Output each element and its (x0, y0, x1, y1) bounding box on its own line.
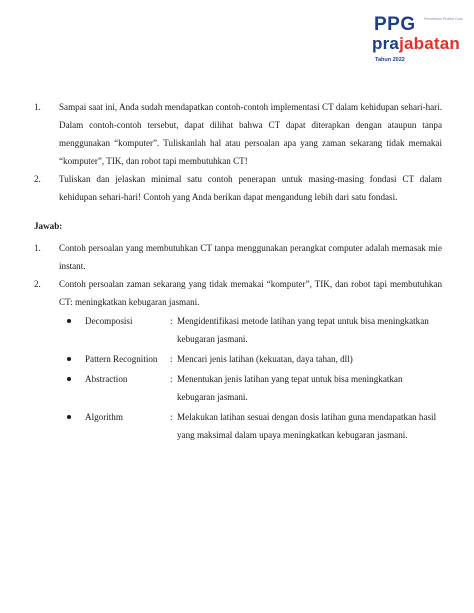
answer-1 (34, 239, 442, 275)
question-2 (34, 170, 442, 206)
foundation-colon: : (170, 374, 173, 384)
logo-prajabatan-text (372, 33, 460, 55)
foundation-list (34, 312, 442, 444)
logo-year: Tahun 2022 (375, 57, 405, 63)
answer-text: Contoh persoalan zaman sekarang yang tidak memakai “komputer”, TIK, dan robot tapi membutuhkan CT: meningkatkan kebugaran jasmani. (59, 279, 442, 307)
foundation-colon: : (170, 412, 173, 422)
question-text: Sampai saat ini, Anda sudah mendapatkan contoh-contoh implementasi CT dalam kehidupan sehari-hari. Dalam contoh-contoh tersebut, dapat dilihat bahwa CT dapat diterapkan dengan ataupun tanpa menggunakan “komputer”. Tuliskanlah hal atau persoalan apa yang zaman sekarang tidak memakai “komputer”, TIK, dan robot tapi membutuhkan CT! (59, 102, 442, 166)
answer-text: Contoh persoalan yang membutuhkan CT tanpa menggunakan perangkat computer adalah memasak mie instant. (59, 243, 442, 271)
bullet-icon (67, 319, 71, 323)
foundation-description: Melakukan latihan sesuai dengan dosis latihan guna mendapatkan hasil yang maksimal dalam upaya meningkatkan kebugaran jasmani. (177, 412, 437, 440)
logo-pra: pra (372, 34, 400, 53)
foundation-colon: : (170, 316, 173, 326)
question-1 (34, 98, 442, 170)
bullet-icon (67, 415, 71, 419)
foundation-description: Menentukan jenis latihan yang tepat untuk bisa meningkatkan kebugaran jasmani. (177, 374, 403, 402)
answer-number: 2. (34, 279, 41, 289)
logo-jabatan: jabatan (399, 34, 460, 53)
answer-heading: Jawab: (34, 221, 63, 231)
foundation-description: Mengidentifikasi metode latihan yang tepat untuk bisa meningkatkan kebugaran jasmani. (177, 316, 429, 344)
answer-number: 1. (34, 243, 41, 253)
logo-subtitle: Pendidikan Profesi Guru (424, 17, 463, 21)
foundation-term: Pattern Recognition (85, 354, 158, 364)
foundation-item-abstraction (67, 370, 442, 406)
foundation-item-algorithm (67, 408, 442, 444)
document-body (34, 98, 442, 444)
question-number: 2. (34, 174, 41, 184)
ppg-prajabatan-logo (372, 14, 470, 70)
foundation-term: Abstraction (85, 374, 128, 384)
question-text: Tuliskan dan jelaskan minimal satu contoh penerapan untuk masing-masing fondasi CT dalam kehidupan sehari-hari! Contoh yang Anda berikan dapat mengandung lebih dari satu fondasi. (59, 174, 442, 202)
logo-ppg-text: PPG (374, 14, 416, 35)
bullet-icon (67, 357, 71, 361)
foundation-term: Algorithm (85, 412, 123, 422)
foundation-item-pattern-recognition (67, 350, 442, 368)
foundation-description: Mencari jenis latihan (kekuatan, daya tahan, dll) (177, 354, 353, 364)
foundation-item-decomposition (67, 312, 442, 348)
foundation-colon: : (170, 354, 173, 364)
bullet-icon (67, 377, 71, 381)
foundation-term: Decomposisi (85, 316, 133, 326)
answer-2 (34, 275, 442, 311)
question-number: 1. (34, 102, 41, 112)
